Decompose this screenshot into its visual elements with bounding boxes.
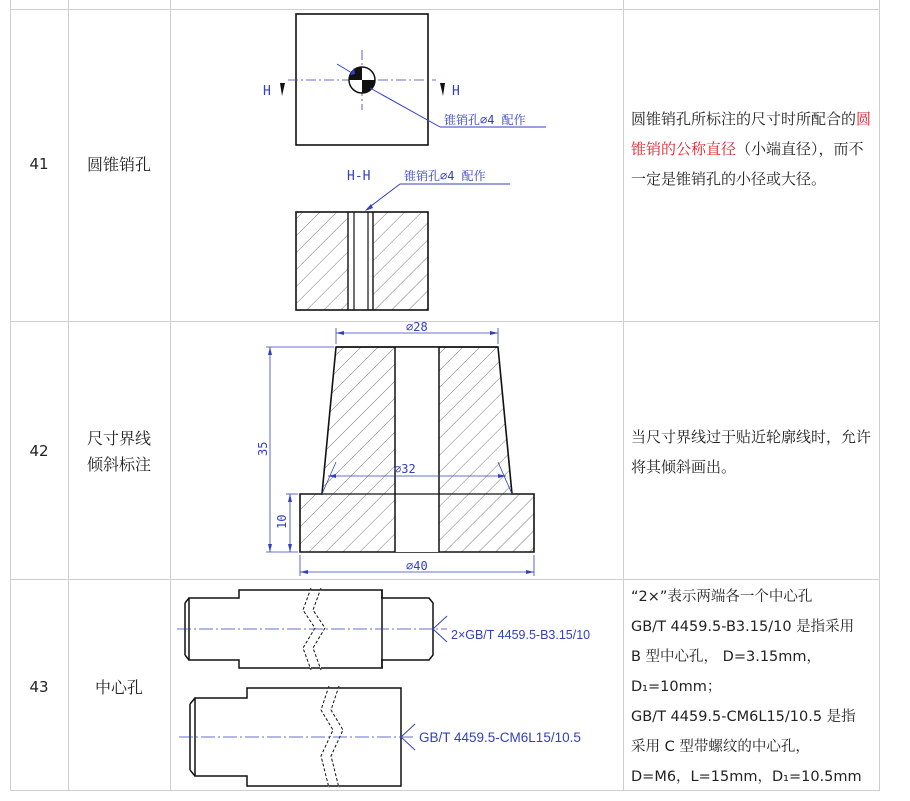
- section-view: [296, 212, 428, 310]
- desc-highlight: 圆锥销的公称直径: [631, 110, 872, 158]
- taper-pin-hole-drawing: [250, 10, 580, 318]
- desc-line: B 型中心孔， D=3.15mm，: [631, 649, 822, 665]
- section-label-left: H: [263, 84, 271, 99]
- leader-text: 锥销孔∅4 配作: [444, 113, 526, 127]
- shaft-bottom: [179, 686, 415, 788]
- row-name: [68, 426, 170, 478]
- desc-text: 圆锥销孔所标注的尺寸时所配合的: [631, 110, 857, 128]
- desc-line: D=M6，L=15mm，D₁=10.5mm: [631, 769, 862, 785]
- row-number: 43: [29, 678, 49, 696]
- leader-text: 锥销孔∅4 配作: [404, 169, 486, 183]
- center-hole-label-bottom: GB/T 4459.5-CM6L15/10.5: [419, 730, 581, 745]
- section-arrow-right: [440, 83, 445, 96]
- desc-line: 采用 C 型带螺纹的中心孔，: [631, 739, 810, 755]
- row-name: 中心孔: [94, 678, 143, 697]
- center-hole-label-top: 2×GB/T 4459.5-B3.15/10: [451, 628, 591, 642]
- dimension-height: 35: [256, 441, 270, 456]
- section-label-right: H: [452, 84, 460, 99]
- row-description: 当尺寸界线过于贴近轮廓线时，允许将其倾斜画出。: [631, 428, 872, 476]
- dimension-base: 10: [275, 514, 289, 529]
- table-border-left: [10, 0, 11, 791]
- row-name: 圆锥销孔: [86, 155, 151, 174]
- row-description: [631, 582, 877, 792]
- section-title: H-H: [347, 169, 371, 184]
- table-border-col1: [68, 0, 69, 791]
- center-hole-drawing: [171, 580, 622, 789]
- dimension-middle: ∅32: [394, 462, 416, 476]
- dimension-bottom: ∅40: [406, 559, 428, 573]
- dimension-top: ∅28: [406, 322, 428, 334]
- row-description: [631, 104, 875, 194]
- row-name-line: 倾斜标注: [86, 455, 151, 474]
- row-number: 42: [29, 442, 49, 460]
- desc-line: “2×”表示两端各一个中心孔: [631, 589, 813, 605]
- desc-text: （小端直径），而不一定是锥销孔的小径或大径。: [631, 140, 864, 188]
- section-arrow-left: [280, 83, 285, 96]
- desc-line: GB/T 4459.5-CM6L15/10.5 是指: [631, 709, 856, 725]
- oblique-extension-line-drawing: [250, 322, 560, 578]
- desc-line: D₁=10mm；: [631, 679, 722, 695]
- row-name-line: 尺寸界线: [86, 429, 151, 448]
- desc-line: GB/T 4459.5-B3.15/10 是指采用: [631, 619, 855, 635]
- table-border-right: [879, 0, 880, 791]
- table-border-col3: [623, 0, 624, 791]
- row-number: 41: [29, 155, 49, 173]
- part-section: [300, 347, 534, 552]
- shaft-top: [177, 588, 447, 670]
